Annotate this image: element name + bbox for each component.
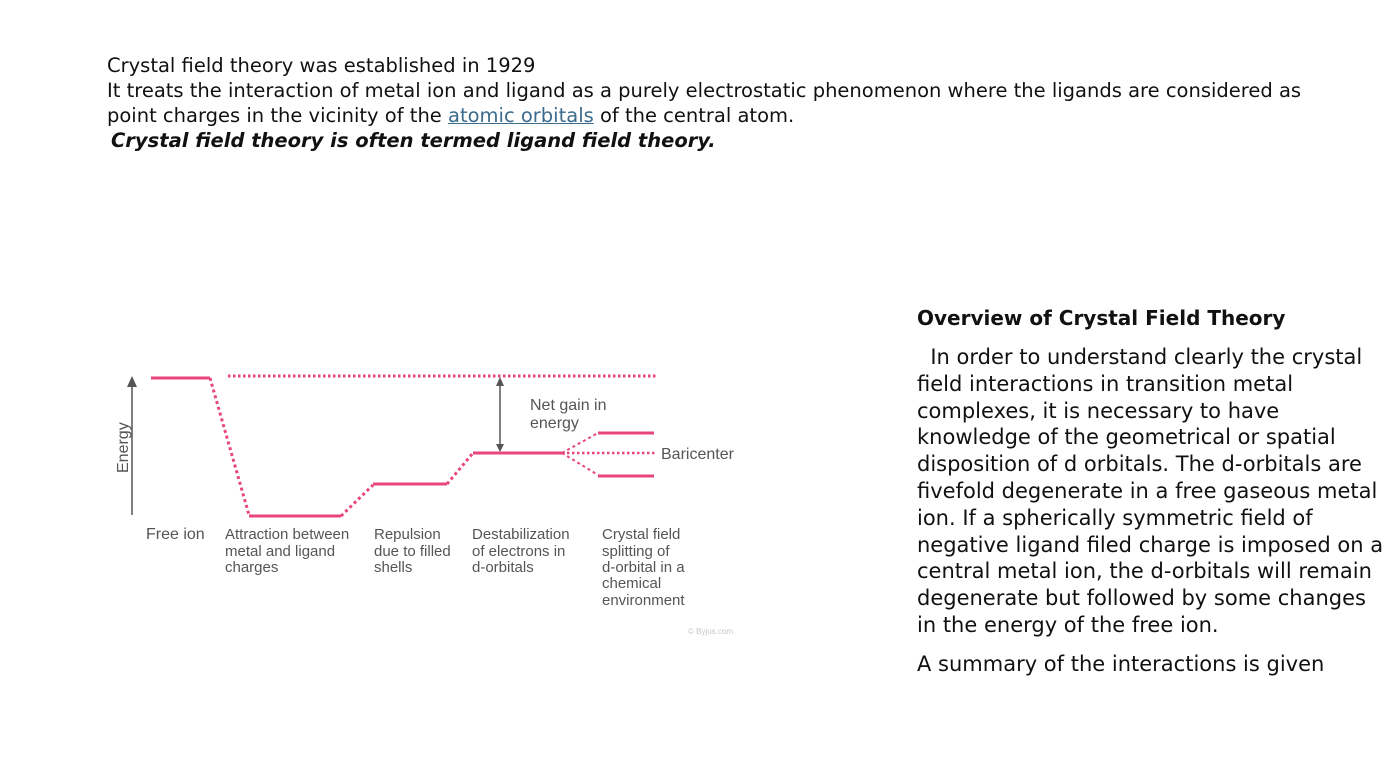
stage-label-splitting-5: environment (602, 592, 685, 609)
destabilization-transition-dotted (447, 453, 473, 484)
lower-split-connector (562, 453, 598, 475)
net-gain-label-line2: energy (530, 415, 579, 432)
intro-line-treatment (107, 78, 1307, 128)
upper-split-connector (562, 433, 598, 453)
stage-label-repulsion-2: due to filled (374, 543, 451, 560)
stage-label-repulsion-1: Repulsion (374, 526, 441, 543)
atomic-orbitals-link[interactable]: atomic orbitals (448, 104, 594, 127)
net-gain-arrowhead-down (496, 444, 504, 452)
intro-text-after-link: of the central atom. (593, 104, 795, 127)
overview-summary: A summary of the interactions is given (917, 651, 1325, 676)
energy-axis-label: Energy (115, 422, 132, 473)
intro-line-established: Crystal field theory was established in 1929 (107, 54, 536, 77)
stage-label-splitting-4: chemical (602, 575, 662, 592)
watermark: © Byjus.com (688, 627, 734, 636)
net-gain-arrowhead-up (496, 377, 504, 386)
stage-label-destabilization-2: of electrons in (472, 543, 566, 560)
attraction-transition-dotted (210, 378, 249, 515)
stage-label-splitting-2: splitting of (602, 543, 670, 560)
stage-label-free-ion: Free ion (146, 526, 205, 543)
stage-label-attraction-3: charges (225, 559, 279, 576)
energy-axis-arrowhead (127, 376, 137, 387)
net-gain-label-line1: Net gain in (530, 397, 607, 414)
baricenter-label: Baricenter (661, 446, 734, 463)
intro-text-block (107, 53, 1307, 153)
stage-label-attraction-2: metal and ligand (225, 543, 336, 560)
stage-label-repulsion-3: shells (374, 559, 413, 576)
overview-body: In order to understand clearly the crystal field interactions in transition metal complexes, it is necessary to have knowledge of the geometrical or spatial disposition of d orbitals. The d-orbitals are fivefold degenerate in a free gaseous metal ion. If a spherically symmetric field of negative ligand filed charge is imposed on a central metal ion, the d-orbitals will remain degenerate but followed by some changes in the energy of the free ion. (917, 345, 1390, 637)
intro-text-before-link: It treats the interaction of metal ion and ligand as a purely electrostatic phenomenon where the ligands are considered as point charges in the vicinity of the (107, 79, 1302, 127)
overview-heading: Overview of Crystal Field Theory (917, 306, 1286, 330)
stage-label-attraction-1: Attraction between (225, 526, 350, 543)
overview-section (917, 304, 1390, 678)
stage-label-splitting-1: Crystal field (602, 526, 681, 543)
stage-label-destabilization-3: d-orbitals (472, 559, 534, 576)
stage-label-splitting-3: d-orbital in a (602, 559, 685, 576)
crystal-field-energy-diagram (100, 360, 760, 650)
intro-emphasis: Crystal field theory is often termed ligand field theory. (111, 129, 716, 152)
repulsion-transition-dotted (341, 485, 373, 516)
stage-label-destabilization-1: Destabilization (472, 526, 570, 543)
